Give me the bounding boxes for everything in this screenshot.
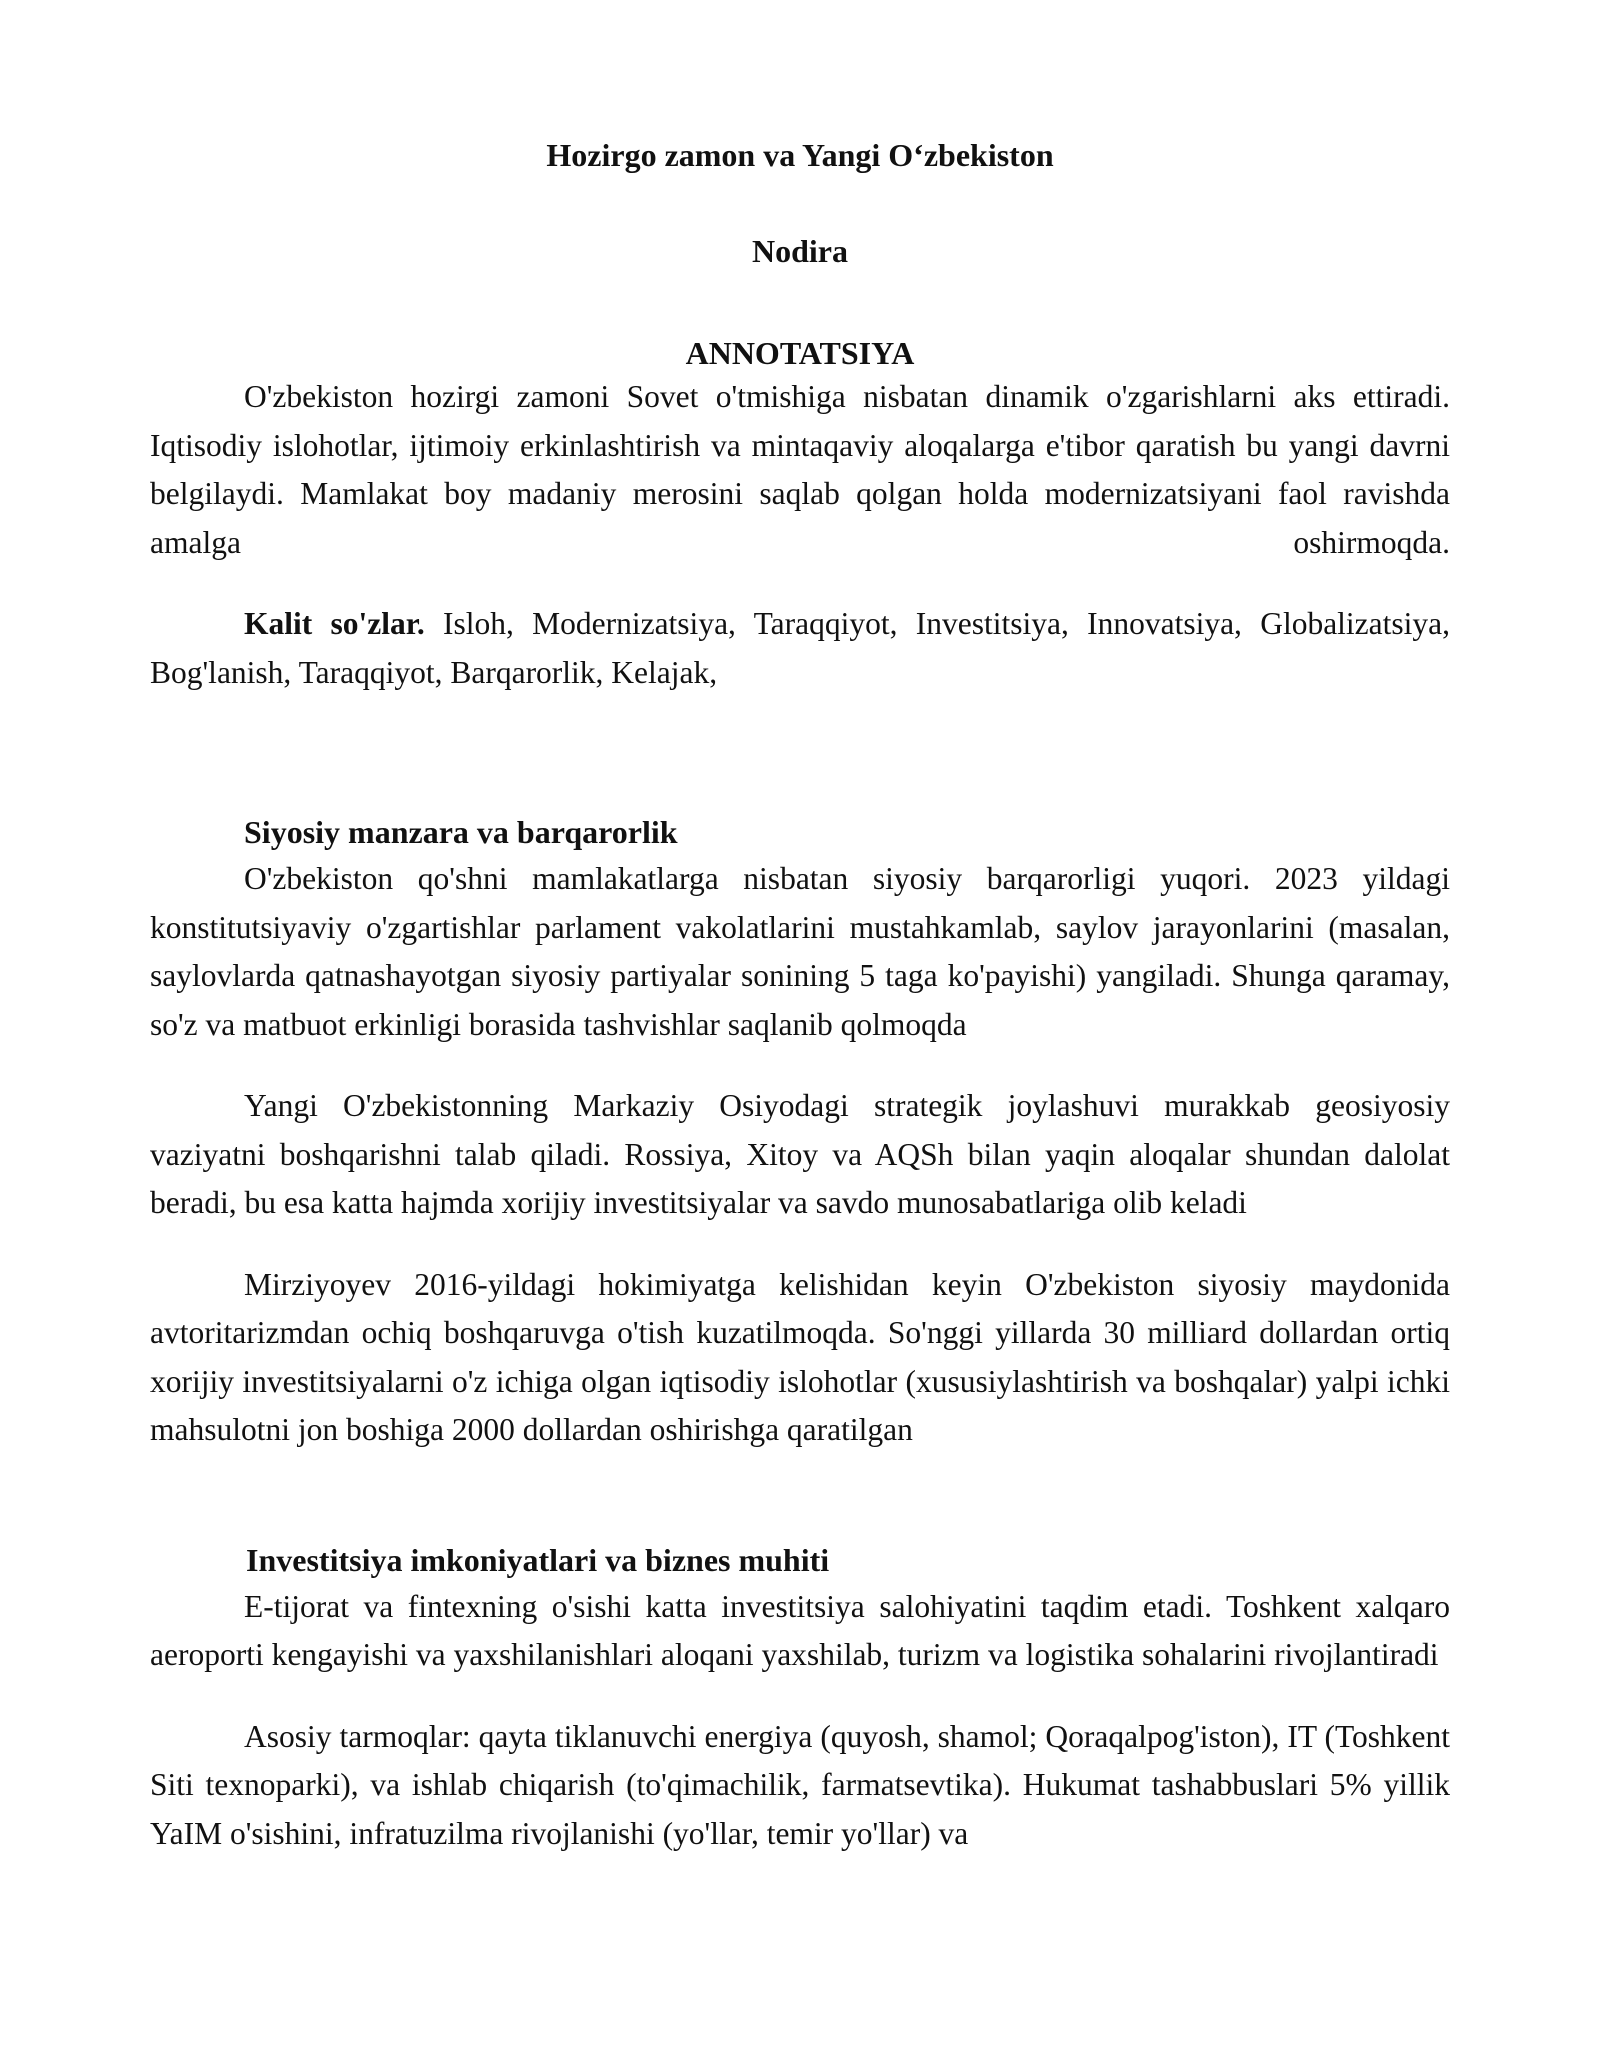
section-paragraph: Mirziyoyev 2016-yildagi hokimiyatga kelishidan keyin O'zbekiston siyosiy maydonida avtoritarizmdan ochiq boshqaruvga o'tish kuzatilmoqda. So'nggi yillarda 30 milliard dollardan ortiq xorijiy investitsiyalarni o'z ichiga olgan iqtisodiy islohotlar (xususiylashtirish va boshqalar) yalpi ichki mahsulotni jon boshiga 2000 dollardan oshirishga qaratilgan (150, 1266, 1450, 1447)
document-author: Nodira (752, 233, 848, 269)
keywords-label: Kalit so'zlar. (244, 606, 425, 641)
section-paragraph: Asosiy tarmoqlar: qayta tiklanuvchi energiya (quyosh, shamol; Qoraqalpog'iston), IT (Toshkent Siti texnoparki), va ishlab chiqarish (to'qimachilik, farmatsevtika). Hukumat tashabbuslari 5% yillik YaIM o'sishini, infratuzilma rivojlanishi (yo'llar, temir yo'llar) va (150, 1718, 1450, 1851)
section-heading-investment: Investitsiya imkoniyatlari va biznes muhiti (246, 1541, 830, 1578)
section-paragraph: Yangi O'zbekistonning Markaziy Osiyodagi strategik joylashuvi murakkab geosiyosiy vaziyatni boshqarishni talab qiladi. Rossiya, Xitoy va AQSh bilan yaqin aloqalar shundan dalolat beradi, bu esa katta hajmda xorijiy investitsiyalar va savdo munosabatlariga olib keladi (150, 1088, 1450, 1220)
abstract-heading: ANNOTATSIYA (685, 335, 915, 371)
section-paragraph: O'zbekiston qo'shni mamlakatlarga nisbatan siyosiy barqarorligi yuqori. 2023 yildagi konstitutsiyaviy o'zgartishlar parlament vakolatlarini mustahkamlab, saylov jarayonlarini (masalan, saylovlarda qatnashayotgan siyosiy partiyalar sonining 5 taga ko'payishi) yangiladi. Shunga qaramay, so'z va matbuot erkinligi borasida tashvishlar saqlanib qolmoqda (150, 861, 1450, 1042)
section-paragraph: E-tijorat va fintexning o'sishi katta investitsiya salohiyatini taqdim etadi. Toshkent xalqaro aeroporti kengayishi va yaxshilanishlari aloqani yaxshilab, turizm va logistika sohalarini rivojlantiradi (150, 1588, 1450, 1672)
abstract-paragraph: O'zbekiston hozirgi zamoni Sovet o'tmishiga nisbatan dinamik o'zgarishlarni aks ettiradi. Iqtisodiy islohotlar, ijtimoiy erkinlashtirish va mintaqaviy aloqalarga e'tibor qaratish bu yangi davrni belgilaydi. Mamlakat boy madaniy merosini saqlab qolgan holda modernizatsiyani faol ravishda amalga oshirmoqda. (150, 379, 1450, 560)
keywords-text: Isloh, Modernizatsiya, Taraqqiyot, Investitsiya, Innovatsiya, Globalizatsiya, Bog'lanish, Taraqqiyot, Barqarorlik, Kelajak, (150, 606, 1451, 690)
section-heading-political: Siyosiy manzara va barqarorlik (244, 814, 678, 850)
keywords-paragraph (150, 600, 1450, 697)
document-title: Hozirgo zamon va Yangi O‘zbekiston (546, 137, 1054, 173)
